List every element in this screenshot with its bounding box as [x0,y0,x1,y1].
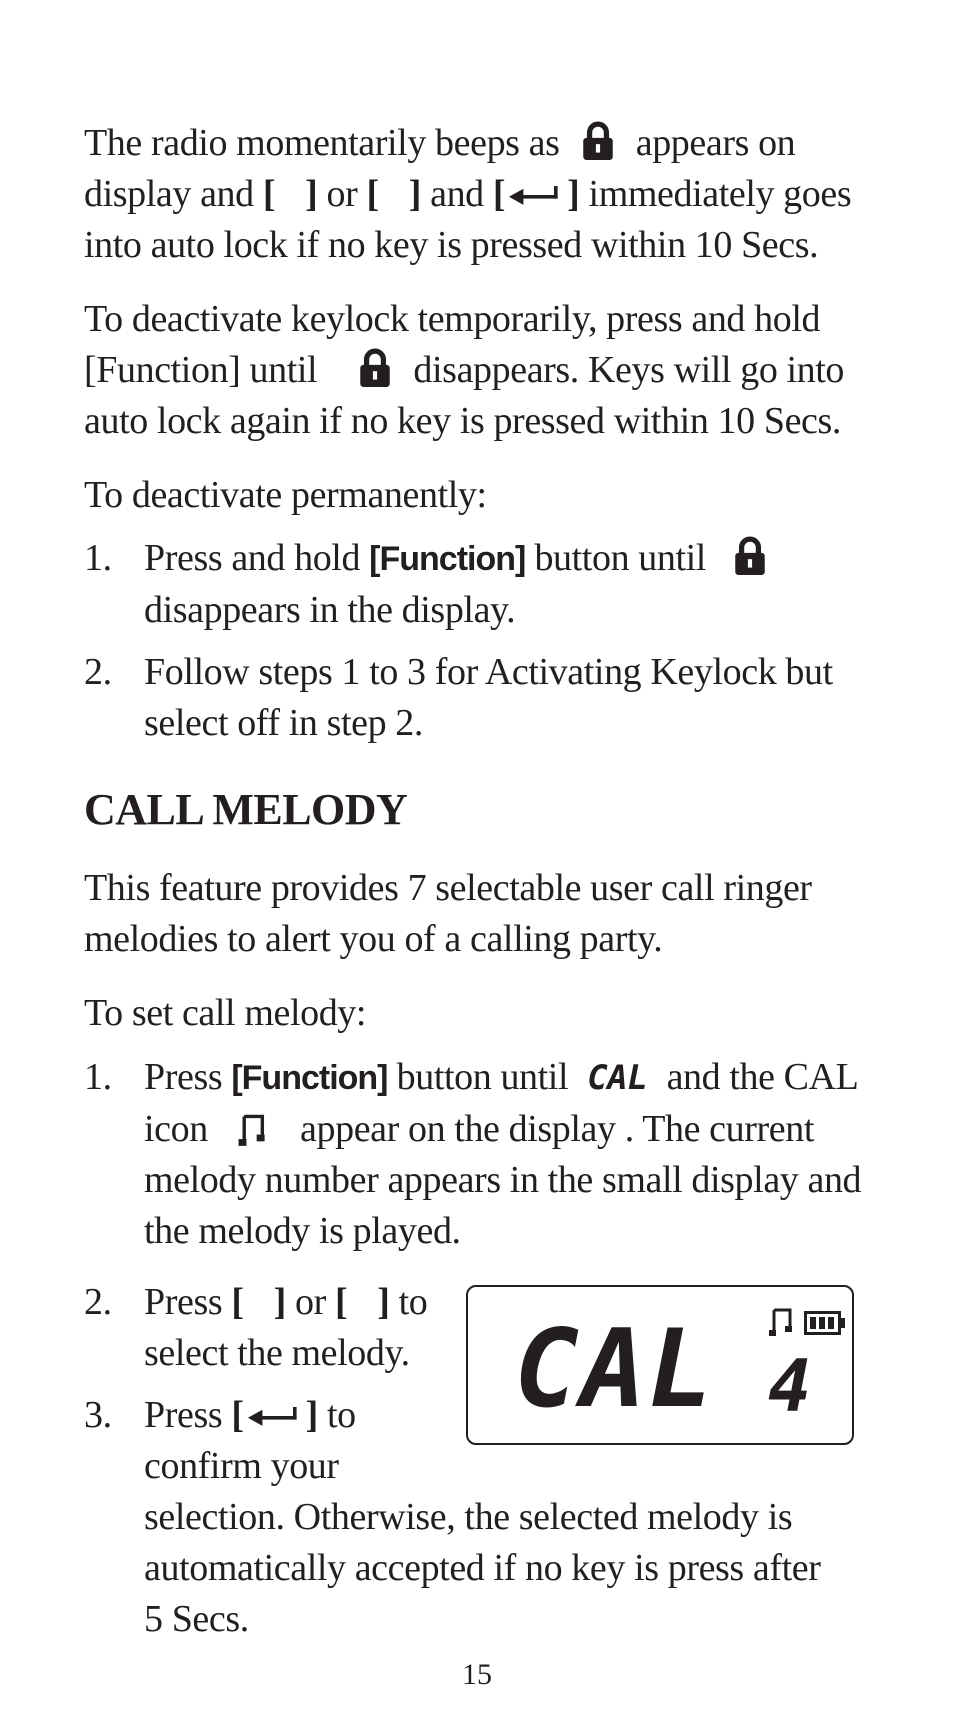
call-melody-description: This feature provides 7 selectable user call ringer melodies to alert you of a calling party. [84,867,812,960]
enter-arrow-icon [248,1405,302,1427]
temporary-deactivate-paragraph: To deactivate keylock temporarily, press and hold [Function] until disappears. Keys will go into auto lock again if no key is pressed within 10 Secs. [84,298,845,442]
function-button-label: [Function] [369,540,526,578]
music-note-icon [237,1113,265,1147]
lock-icon [733,536,767,576]
cal-lcd-label: CAL [587,1058,648,1098]
enter-key-bracket: [ ] [492,173,580,215]
up-key-bracket: [ ] [231,1281,286,1323]
list-item: 3. Press [ ] to confirm your selection. Otherwise, the selected melody is automatically accepted if no key is press after 5 Secs. [84,1390,884,1630]
lcd-display-illustration [466,1285,854,1445]
list-item: 2. Follow steps 1 to 3 for Activating Keylock but select off in step 2. [84,651,833,744]
lock-icon [581,121,615,161]
section-title: CALL MELODY [84,785,408,834]
list-item: 2. Press [ ] or [ ] to select the melody. [84,1277,464,1379]
intro-paragraph: The radio momentarily beeps as appears on display and [ ] or [ ] and [ ] immediately goes into auto lock if no key is pressed within 10 Secs. [84,122,852,266]
lcd-melody-number: 4 [768,1344,812,1428]
lock-icon [358,348,392,388]
list-item: 1. Press [Function] button until CAL and the CAL icon appear on the display . The current melody number appears in the small display and the melody is played. [84,1056,862,1252]
page-number: 15 [462,1658,492,1691]
enter-key-bracket: [ ] [231,1394,318,1436]
set-melody-heading: To set call melody: [84,992,367,1034]
battery-icon [804,1311,846,1335]
list-item: 1. Press and hold [Function] button until disappears in the display. [84,533,884,635]
lcd-main-text: CAL [514,1307,716,1432]
enter-arrow-icon [509,184,563,206]
down-key-bracket: [ ] [366,173,421,215]
down-key-bracket: [ ] [334,1281,390,1323]
music-note-icon [768,1307,792,1337]
function-button-label: [Function] [231,1059,388,1097]
up-key-bracket: [ ] [262,173,318,215]
deactivate-heading: To deactivate permanently: [84,474,487,516]
